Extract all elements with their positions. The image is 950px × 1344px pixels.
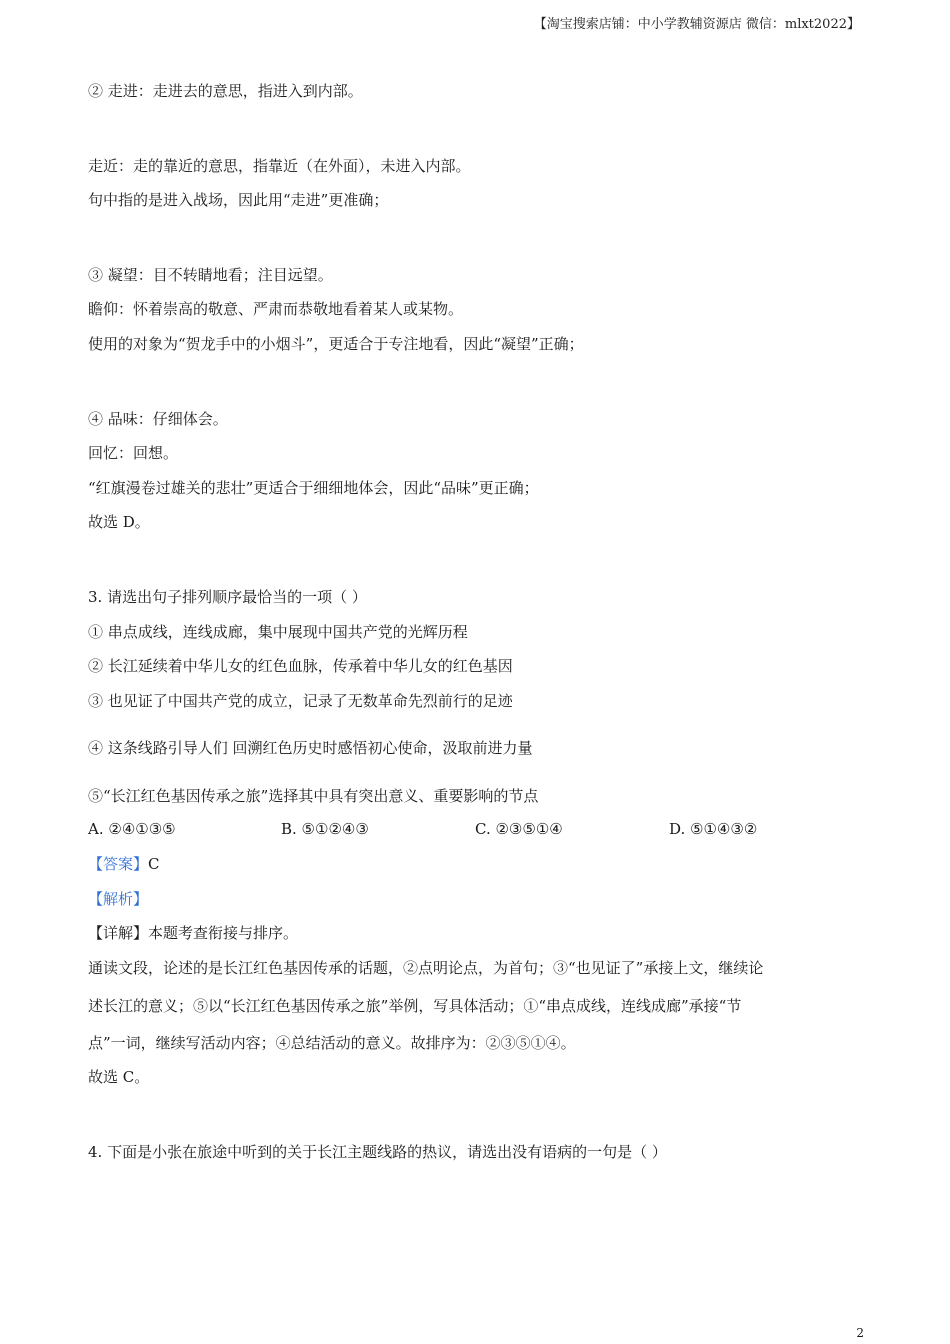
answer-tag: 【答案】 <box>88 855 149 873</box>
q3-option-d: D. ⑤①④③② <box>669 820 758 838</box>
page-header: 【淘宝搜索店铺：中小学教辅资源店 微信：mlxt2022】 <box>533 17 860 32</box>
analysis-line-2: 走近：走的靠近的意思，指靠近（在外面），未进入内部。 <box>88 157 471 175</box>
q3-sentence-5: ⑤“长江红色基因传承之旅”选择其中具有突出意义、重要影响的节点 <box>88 787 539 805</box>
q3-explanation-2: 述长江的意义；⑤以“长江红色基因传承之旅”举例，写具体活动；①“串点成线，连线成廊”承接“节 <box>88 997 742 1015</box>
q3-sentence-1: ① 串点成线，连线成廊，集中展现中国共产党的光辉历程 <box>88 623 468 641</box>
analysis-line-7: ④ 品味：仔细体会。 <box>88 410 228 428</box>
q3-sentence-2: ② 长江延续着中华儿女的红色血脉，传承着中华儿女的红色基因 <box>88 657 513 675</box>
q3-explanation-3: 点”一词，继续写活动内容；④总结活动的意义。故排序为：②③⑤①④。 <box>88 1034 576 1052</box>
analysis-line-6: 使用的对象为“贺龙手中的小烟斗”，更适合于专注地看，因此“凝望”正确； <box>88 335 584 353</box>
analysis-line-8: 回忆：回想。 <box>88 444 179 462</box>
q3-option-b: B. ⑤①②④③ <box>281 820 369 838</box>
analysis-conclusion: 故选 D。 <box>88 513 150 531</box>
q3-option-c: C. ②③⑤①④ <box>475 820 563 838</box>
q3-sentence-4: ④ 这条线路引导人们 回溯红色历史时感悟初心使命，汲取前进力量 <box>88 739 533 757</box>
analysis-line-3: 句中指的是进入战场，因此用“走进”更准确； <box>88 191 389 209</box>
page-number: 2 <box>856 1326 864 1340</box>
analysis-tag: 【解析】 <box>88 890 149 908</box>
q4-stem: 4. 下面是小张在旅途中听到的关于长江主题线路的热议，请选出没有语病的一句是（ ） <box>88 1143 667 1161</box>
analysis-line-1: ② 走进：走进去的意思，指进入到内部。 <box>88 82 363 100</box>
q3-sentence-3: ③ 也见证了中国共产党的成立，记录了无数革命先烈前行的足迹 <box>88 692 513 710</box>
detail-text: 本题考查衔接与排序。 <box>148 924 299 942</box>
analysis-line-5: 瞻仰：怀着崇高的敬意、严肃而恭敬地看着某人或某物。 <box>88 300 464 318</box>
q3-option-a: A. ②④①③⑤ <box>88 820 176 838</box>
q3-analysis-tag-line <box>88 889 148 909</box>
detail-tag: 【详解】 <box>88 924 149 942</box>
q3-stem: 3. 请选出句子排列顺序最恰当的一项（ ） <box>88 588 367 606</box>
analysis-line-4: ③ 凝望：目不转睛地看；注目远望。 <box>88 266 333 284</box>
q3-answer-line <box>88 854 160 874</box>
q3-conclusion: 故选 C。 <box>88 1068 150 1086</box>
answer-value: C <box>148 855 160 873</box>
q3-explanation-1: 通读文段，论述的是长江红色基因传承的话题，②点明论点，为首句；③“也见证了”承接上文，继续论 <box>88 959 764 977</box>
q3-detail-line <box>88 923 298 943</box>
analysis-line-9: “红旗漫卷过雄关的悲壮”更适合于细细地体会，因此“品味”更正确； <box>88 479 539 497</box>
